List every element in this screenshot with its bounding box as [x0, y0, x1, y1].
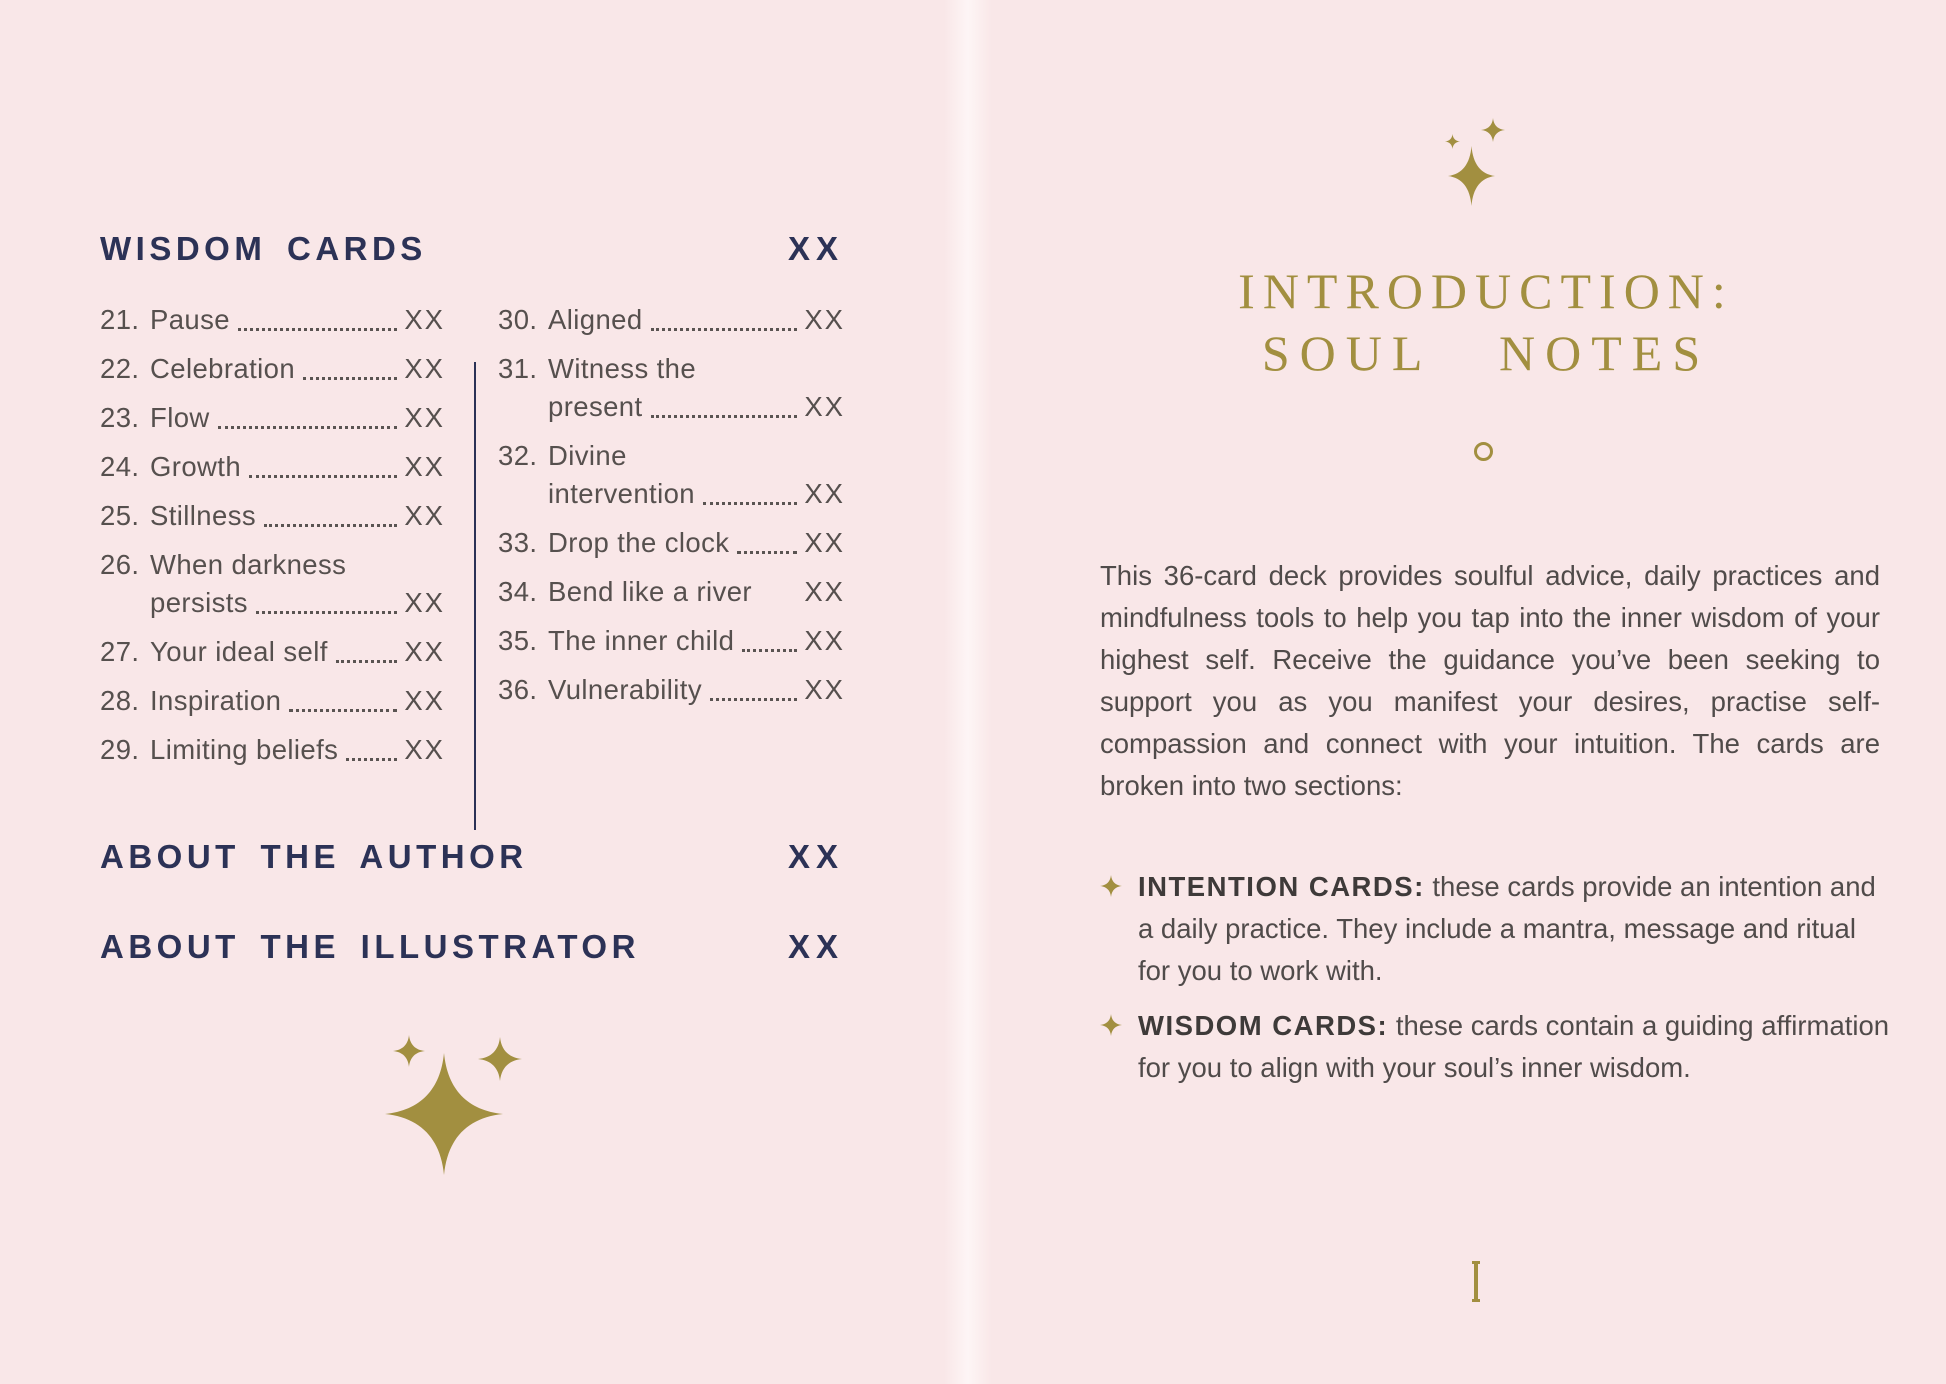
sparkle-icon	[1481, 118, 1505, 142]
about-illustrator-label: ABOUT THE ILLUSTRATOR	[100, 928, 640, 965]
toc-entry	[100, 448, 445, 486]
entry-number: 26.	[100, 549, 140, 580]
entry-page: XX	[804, 391, 845, 422]
entry-number: 28.	[100, 685, 140, 716]
entry-page: XX	[404, 353, 445, 384]
toc-entry	[498, 671, 845, 709]
bullet-text: these cards provide an intention and a daily practice. They include a mantra, message and ritual for you to work with.	[1138, 871, 1876, 986]
title-line-2: SOUL NOTES	[1261, 325, 1711, 381]
toc-entry	[498, 524, 845, 562]
entry-number: 29.	[100, 734, 140, 765]
toc-column-1	[100, 301, 445, 780]
entry-number: 36.	[498, 674, 538, 705]
entry-title: Inspiration	[150, 685, 282, 716]
entry-page: XX	[804, 527, 845, 558]
dot-leader	[289, 709, 397, 712]
toc-column-2	[498, 301, 845, 720]
entry-page: XX	[404, 451, 445, 482]
sparkle-cluster-decoration	[385, 1033, 525, 1175]
entry-number: 21.	[100, 304, 140, 335]
entry-title-line2: persists	[150, 587, 248, 618]
entry-title: Flow	[150, 402, 210, 433]
entry-title-line2: intervention	[548, 478, 695, 509]
toc-column-divider	[474, 362, 476, 830]
entry-page: XX	[804, 478, 845, 509]
toc-section-heading	[100, 230, 844, 268]
dot-leader	[742, 649, 797, 652]
toc-entry	[100, 731, 445, 769]
entry-page: XX	[404, 734, 445, 765]
toc-heading-label: WISDOM CARDS	[100, 230, 427, 267]
about-author-page: XX	[787, 838, 844, 875]
dot-leader	[238, 328, 397, 331]
dot-leader	[346, 758, 397, 761]
entry-title: Stillness	[150, 500, 256, 531]
dot-leader	[336, 660, 398, 663]
entry-title: Witness the	[548, 353, 697, 384]
entry-page: XX	[404, 587, 445, 618]
entry-number: 22.	[100, 353, 140, 384]
entry-page: XX	[404, 500, 445, 531]
toc-entry	[498, 573, 845, 611]
bullet-label: INTENTION CARDS:	[1138, 871, 1425, 902]
entry-number: 35.	[498, 625, 538, 656]
dot-leader	[249, 475, 397, 478]
page-marker	[1474, 1261, 1478, 1302]
entry-title: Pause	[150, 304, 230, 335]
circle-ornament-icon	[1474, 442, 1493, 461]
entry-title: Aligned	[548, 304, 643, 335]
entry-title: Divine	[548, 440, 627, 471]
entry-title: The inner child	[548, 625, 735, 656]
list-item-wisdom-cards	[1100, 1005, 1892, 1089]
toc-entry	[100, 301, 445, 339]
dot-leader	[264, 524, 397, 527]
toc-entry	[100, 350, 445, 388]
dot-leader	[737, 551, 797, 554]
entry-page: XX	[804, 625, 845, 656]
sparkle-cluster-decoration	[1445, 118, 1525, 210]
entry-number: 24.	[100, 451, 140, 482]
entry-title: Celebration	[150, 353, 296, 384]
dot-leader	[218, 426, 398, 429]
toc-entry	[498, 622, 845, 660]
entry-page: XX	[804, 304, 845, 335]
entry-page: XX	[804, 576, 845, 607]
card-type-list	[1100, 866, 1892, 1102]
dot-leader	[651, 415, 798, 418]
entry-number: 23.	[100, 402, 140, 433]
toc-entry	[100, 633, 445, 671]
sparkle-icon	[385, 1053, 503, 1175]
toc-entry	[498, 350, 845, 426]
dot-leader	[256, 611, 397, 614]
entry-number: 25.	[100, 500, 140, 531]
dot-leader	[710, 698, 797, 701]
list-item-intention-cards	[1100, 866, 1892, 992]
entry-title: Your ideal self	[150, 636, 328, 667]
sparkle-bullet-icon	[1100, 1005, 1138, 1089]
dot-leader	[303, 377, 397, 380]
sparkle-bullet-icon	[1100, 866, 1138, 992]
toc-entry	[100, 546, 445, 622]
toc-entry	[100, 497, 445, 535]
toc-entry	[498, 301, 845, 339]
page-gutter	[944, 0, 992, 1384]
bullet-text-block	[1138, 1005, 1892, 1089]
dot-leader	[703, 502, 797, 505]
page-title	[1090, 262, 1882, 382]
entry-page: XX	[804, 674, 845, 705]
entry-title: When darkness	[150, 549, 347, 580]
sparkle-icon	[1448, 146, 1495, 206]
toc-heading-page: XX	[787, 230, 844, 267]
bullet-label: WISDOM CARDS:	[1138, 1010, 1389, 1041]
dot-leader	[651, 328, 798, 331]
entry-page: XX	[404, 636, 445, 667]
bullet-text: these cards contain a guiding affirmation for you to align with your soul’s inner wisdom.	[1138, 1010, 1890, 1083]
toc-entry	[100, 399, 445, 437]
entry-number: 30.	[498, 304, 538, 335]
intro-paragraph: This 36-card deck provides soulful advice, daily practices and mindfulness tools to help you tap into the inner wisdom of your highest self. Receive the guidance you’ve been seeking to support you as you manifest your desires, practise self-compassion and connect with your intuition. The cards are broken into two sections:	[1100, 559, 1880, 801]
entry-number: 34.	[498, 576, 538, 607]
entry-title-line2: present	[548, 391, 643, 422]
about-author-row	[100, 838, 844, 876]
entry-page: XX	[404, 304, 445, 335]
entry-number: 32.	[498, 440, 538, 471]
entry-title: Bend like a river	[548, 576, 752, 607]
entry-title: Drop the clock	[548, 527, 730, 558]
entry-title: Limiting beliefs	[150, 734, 339, 765]
entry-number: 33.	[498, 527, 538, 558]
bullet-text-block	[1138, 866, 1892, 992]
about-author-label: ABOUT THE AUTHOR	[100, 838, 528, 875]
toc-entry	[498, 437, 845, 513]
about-illustrator-row	[100, 928, 844, 966]
entry-title: Vulnerability	[548, 674, 702, 705]
entry-title: Growth	[150, 451, 242, 482]
entry-page: XX	[404, 685, 445, 716]
entry-number: 27.	[100, 636, 140, 667]
title-line-1: INTRODUCTION:	[1238, 263, 1734, 319]
toc-entry	[100, 682, 445, 720]
entry-number: 31.	[498, 353, 538, 384]
entry-page: XX	[404, 402, 445, 433]
about-illustrator-page: XX	[787, 928, 844, 965]
